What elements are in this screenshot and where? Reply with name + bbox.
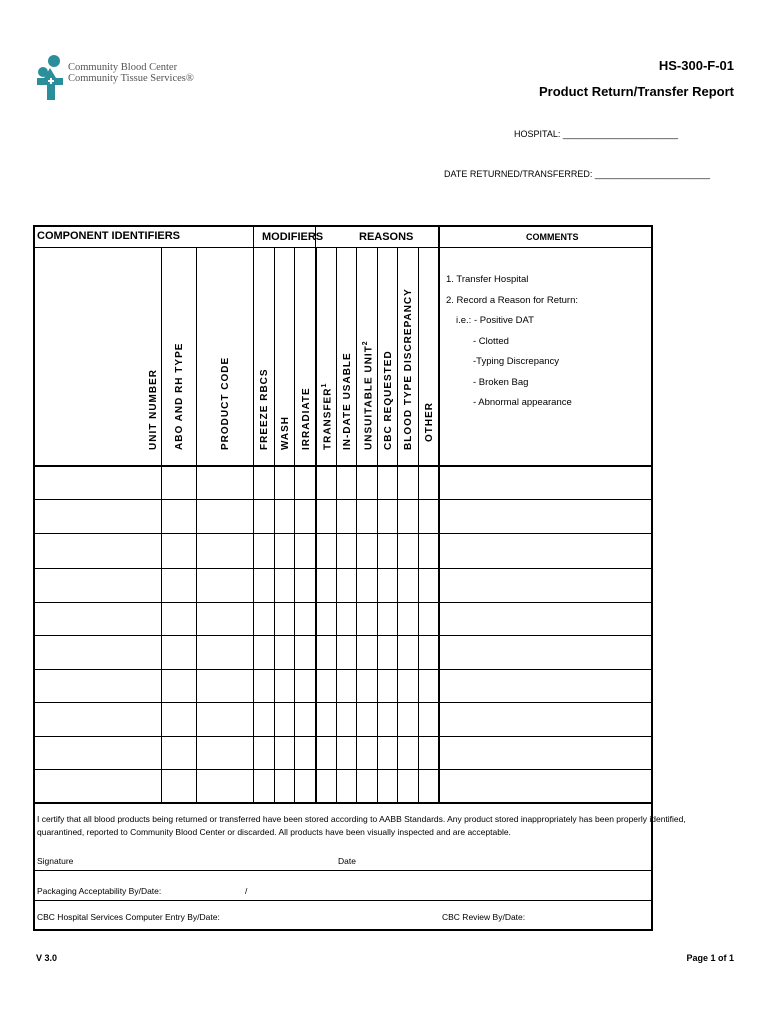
computer-entry-label[interactable]: CBC Hospital Services Computer Entry By/Date: bbox=[37, 912, 220, 922]
col-divider bbox=[294, 248, 295, 803]
comment-line: 1. Transfer Hospital bbox=[446, 274, 529, 285]
logo-line1: Community Blood Center bbox=[68, 62, 178, 73]
col-unsuitable-label: UNSUITABLE UNIT bbox=[363, 345, 375, 450]
comment-line: - Broken Bag bbox=[473, 377, 529, 388]
table-top-border bbox=[33, 225, 653, 227]
col-divider bbox=[161, 248, 162, 803]
cbc-review-label[interactable]: CBC Review By/Date: bbox=[442, 912, 526, 922]
section-modifiers: MODIFIERS bbox=[262, 231, 324, 243]
col-divider bbox=[336, 248, 337, 803]
form-id: HS-300-F-01 bbox=[658, 58, 734, 73]
col-product-code: PRODUCT CODE bbox=[220, 356, 231, 450]
row-line bbox=[33, 635, 653, 636]
col-divider bbox=[356, 248, 357, 803]
packaging-label[interactable]: Packaging Acceptability By/Date: bbox=[37, 886, 162, 896]
col-irradiate: IRRADIATE bbox=[301, 387, 312, 450]
row-line bbox=[33, 769, 653, 770]
signature-row-line bbox=[33, 870, 653, 871]
row-line bbox=[33, 499, 653, 500]
report-title: Product Return/Transfer Report bbox=[538, 84, 734, 99]
col-wash: WASH bbox=[280, 416, 291, 450]
date-returned-field[interactable]: DATE RETURNED/TRANSFERRED: _______________________ bbox=[444, 169, 710, 179]
section-reasons: REASONS bbox=[359, 231, 414, 243]
col-transfer-label: TRANSFER bbox=[322, 387, 334, 450]
table-right-border bbox=[651, 225, 653, 931]
table-left-border bbox=[33, 225, 35, 931]
certify-text-2: quarantined, reported to Community Blood Center or discarded. All products have been visually inspected and are acceptable. bbox=[37, 827, 511, 837]
logo-line2: Community Tissue Services® bbox=[68, 73, 194, 84]
row-line bbox=[33, 736, 653, 737]
header-bottom-line bbox=[33, 465, 653, 467]
packaging-row-line bbox=[33, 900, 653, 901]
col-blood-type-discrepancy: BLOOD TYPE DISCREPANCY bbox=[403, 288, 414, 450]
col-divider bbox=[196, 248, 197, 803]
col-in-date-usable: IN-DATE USABLE bbox=[342, 352, 353, 450]
comments-left-divider bbox=[438, 227, 440, 803]
col-divider bbox=[397, 248, 398, 803]
col-divider bbox=[315, 248, 317, 803]
version: V 3.0 bbox=[36, 953, 58, 963]
col-freeze-rbcs: FREEZE RBCS bbox=[259, 368, 270, 450]
comment-line: 2. Record a Reason for Return: bbox=[446, 295, 579, 306]
modifiers-left-divider bbox=[253, 227, 254, 247]
row-line bbox=[33, 702, 653, 703]
comment-line: i.e.: - Positive DAT bbox=[456, 315, 534, 326]
col-unit-number: UNIT NUMBER bbox=[148, 369, 159, 450]
row-line bbox=[33, 669, 653, 670]
col-divider bbox=[418, 248, 419, 803]
row-line bbox=[33, 602, 653, 603]
section-comments: COMMENTS bbox=[526, 232, 579, 242]
col-divider bbox=[274, 248, 275, 803]
col-unsuitable-sup: 2 bbox=[362, 340, 369, 346]
col-divider bbox=[253, 248, 254, 803]
signature-label[interactable]: Signature bbox=[37, 856, 74, 866]
col-divider bbox=[377, 248, 378, 803]
rows-bottom-line bbox=[33, 802, 653, 804]
certify-text-1: I certify that all blood products being returned or transferred have been stored according to AABB Standards. Any product stored inappropriately has been properly identified, bbox=[37, 814, 686, 824]
comment-line: -Typing Discrepancy bbox=[473, 356, 560, 367]
page-number: Page 1 of 1 bbox=[686, 953, 734, 963]
col-unsuitable-unit bbox=[362, 340, 374, 450]
comment-line: - Clotted bbox=[473, 336, 509, 347]
col-transfer bbox=[321, 383, 333, 450]
col-cbc-requested: CBC REQUESTED bbox=[383, 350, 394, 450]
section-component-identifiers: COMPONENT IDENTIFIERS bbox=[37, 230, 181, 242]
col-other: OTHER bbox=[424, 402, 435, 442]
col-transfer-sup: 1 bbox=[321, 382, 328, 388]
row-line bbox=[33, 568, 653, 569]
section-header-line bbox=[33, 247, 653, 248]
packaging-slash: / bbox=[245, 886, 248, 896]
col-abo-rh-type: ABO AND RH TYPE bbox=[174, 342, 185, 450]
date-label[interactable]: Date bbox=[338, 856, 356, 866]
table-bottom-border bbox=[33, 929, 653, 931]
row-line bbox=[33, 533, 653, 534]
comment-line: - Abnormal appearance bbox=[473, 397, 572, 408]
hospital-field[interactable]: HOSPITAL: _______________________ bbox=[514, 129, 678, 139]
